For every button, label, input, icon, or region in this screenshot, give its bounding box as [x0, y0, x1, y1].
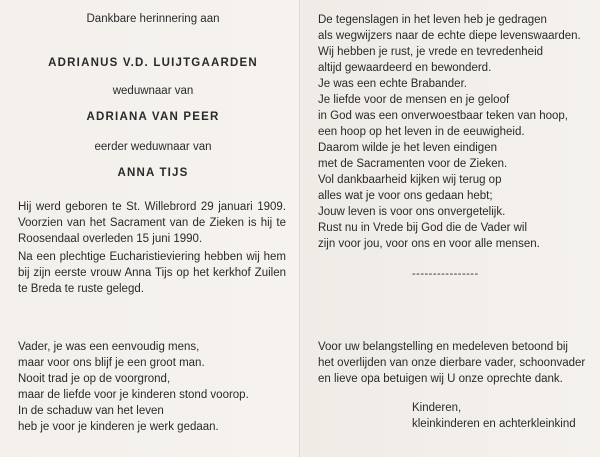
thanks-line: het overlijden van onze dierbare vader, schoonvader [318, 357, 586, 369]
signature [412, 400, 576, 432]
thanks-line: en lieve opa betuigen wij U onze oprechte dank. [318, 373, 563, 385]
verse-line: Jouw leven is voor ons onvergetelijk. [318, 206, 506, 218]
card-fold-line [299, 0, 300, 457]
signature-line: kleinkinderen en achterkleinkind [412, 418, 576, 430]
verse-line: Daarom wilde je het leven eindigen [318, 142, 497, 154]
poem-left [18, 339, 288, 435]
verse-line: Je was een echte Brabander. [318, 78, 467, 90]
intro-text: Dankbare herinnering aan [86, 13, 220, 25]
poem-line: heb je voor je kinderen je werk gedaan. [18, 421, 219, 433]
verse-line: altijd gewaardeerd en bewonderd. [318, 62, 492, 74]
signature-line: Kinderen, [412, 402, 462, 414]
thanks-line: Voor uw belangstelling en medeleven betoond bij [318, 341, 568, 353]
left-page [18, 0, 288, 457]
verse-line: Vol dankbaarheid kijken wij terug op [318, 174, 502, 186]
spouse-name: ADRIANA VAN PEER [86, 111, 220, 123]
verse-line: Wij hebben je rust, je vrede en tevredenheid [318, 46, 544, 58]
biography-paragraph: Na een plechtige Eucharistieviering hebben wij hem bij zijn eerste vrouw Anna Tijs op het kerkhof Zuilen te Breda te ruste gelegd. [18, 251, 286, 295]
poem-line: Vader, je was een eenvoudig mens, [18, 341, 200, 353]
thanks-text [318, 339, 586, 387]
verse-right [318, 12, 580, 252]
verse-line: een hoop op het leven in de eeuwigheid. [318, 126, 525, 138]
verse-line: in God was een onverwoestbaar teken van hoop, [318, 110, 568, 122]
former-widower-text: eerder weduwnaar van [94, 141, 212, 153]
verse-line: met de Sacramenten voor de Zieken. [318, 158, 508, 170]
biography-paragraph: Hij werd geboren te St. Willebrord 29 januari 1909. Voorzien van het Sacrament van de Zieken is hij te Roosendaal overleden 15 juni 1990. [18, 201, 286, 245]
verse-line: De tegenslagen in het leven heb je gedragen [318, 14, 547, 26]
right-page [318, 0, 586, 457]
verse-line: Je liefde voor de mensen en je geloof [318, 94, 510, 106]
poem-line: maar voor ons blijf je een groot man. [18, 357, 205, 369]
widower-of-text: weduwnaar van [112, 85, 194, 97]
first-spouse-name: ANNA TIJS [117, 167, 189, 179]
poem-line: maar de liefde voor je kinderen stond voorop. [18, 389, 249, 401]
verse-line: zijn voor jou, voor ons en voor alle mensen. [318, 238, 540, 250]
deceased-name: ADRIANUS V.D. LUIJTGAARDEN [48, 57, 258, 69]
separator-dashes: ---------------- [412, 268, 479, 280]
verse-line: als wegwijzers naar de echte diepe levenswaarden. [318, 30, 581, 42]
poem-line: In de schaduw van het leven [18, 405, 164, 417]
verse-line: alles wat je voor ons gedaan hebt; [318, 190, 493, 202]
verse-line: Rust nu in Vrede bij God die de Vader wil [318, 222, 528, 234]
biography [18, 199, 286, 297]
poem-line: Nooit trad je op de voorgrond, [18, 373, 171, 385]
